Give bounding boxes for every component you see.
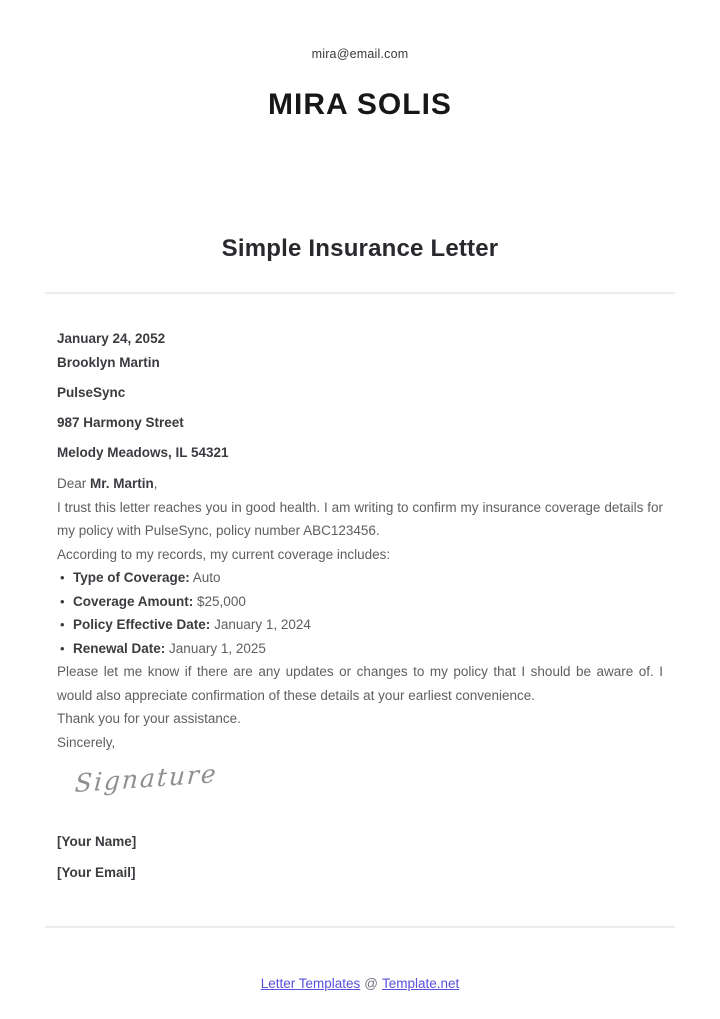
recipient-city: Melody Meadows, IL 54321 — [57, 445, 229, 460]
letter-date: January 24, 2052 — [57, 331, 166, 346]
coverage-value: $25,000 — [197, 593, 246, 609]
sender-email: mira@email.com — [311, 47, 409, 61]
letter-templates-link[interactable]: Letter Templates — [260, 975, 361, 991]
letter-content — [0, 327, 720, 885]
coverage-label: Policy Effective Date: — [73, 617, 211, 632]
list-item — [57, 637, 663, 661]
coverage-list — [57, 566, 663, 660]
closing: Sincerely, — [57, 734, 116, 750]
placeholder-block — [57, 830, 663, 885]
your-email-placeholder: [Your Email] — [57, 864, 136, 880]
letterhead — [0, 0, 720, 122]
coverage-label: Renewal Date: — [73, 640, 166, 656]
template-net-link[interactable]: Template.net — [381, 975, 460, 991]
salutation-name: Mr. Martin — [90, 476, 154, 491]
paragraph-intro: I trust this letter reaches you in good health. I am writing to confirm my insurance coverage details for my policy with PulseSync, policy number ABC123456. — [57, 499, 663, 538]
paragraph-records: According to my records, my current coverage includes: — [57, 546, 391, 562]
page-title: Simple Insurance Letter — [221, 235, 499, 262]
signature-script: Signature — [73, 758, 219, 799]
paragraph-request: Please let me know if there are any updates or changes to my policy that I should be aware of. I would also appreciate confirmation of these details at your earliest convenience. — [57, 664, 663, 703]
list-item — [57, 613, 663, 637]
coverage-value: January 1, 2024 — [214, 617, 311, 632]
salutation-prefix: Dear — [57, 476, 91, 491]
footer-divider — [45, 926, 675, 928]
your-name-placeholder: [Your Name] — [57, 833, 137, 849]
address-block — [57, 327, 663, 465]
salutation-suffix: , — [153, 476, 158, 491]
coverage-label: Coverage Amount: — [73, 593, 194, 609]
sender-name: MIRA SOLIS — [268, 88, 452, 121]
coverage-value: Auto — [192, 570, 221, 585]
paragraph-thanks: Thank you for your assistance. — [57, 711, 241, 726]
recipient-street: 987 Harmony Street — [57, 415, 184, 430]
recipient-company: PulseSync — [57, 385, 126, 400]
title-divider — [45, 292, 675, 294]
coverage-label: Type of Coverage: — [73, 570, 190, 585]
coverage-value: January 1, 2025 — [169, 640, 266, 656]
signature-wrap — [57, 754, 663, 800]
footer-at-separator: @ — [364, 975, 378, 991]
list-item — [57, 590, 663, 614]
salutation — [57, 472, 663, 496]
recipient-name: Brooklyn Martin — [57, 355, 160, 370]
letter-body — [57, 472, 663, 754]
list-item — [57, 566, 663, 590]
footer — [0, 976, 720, 991]
